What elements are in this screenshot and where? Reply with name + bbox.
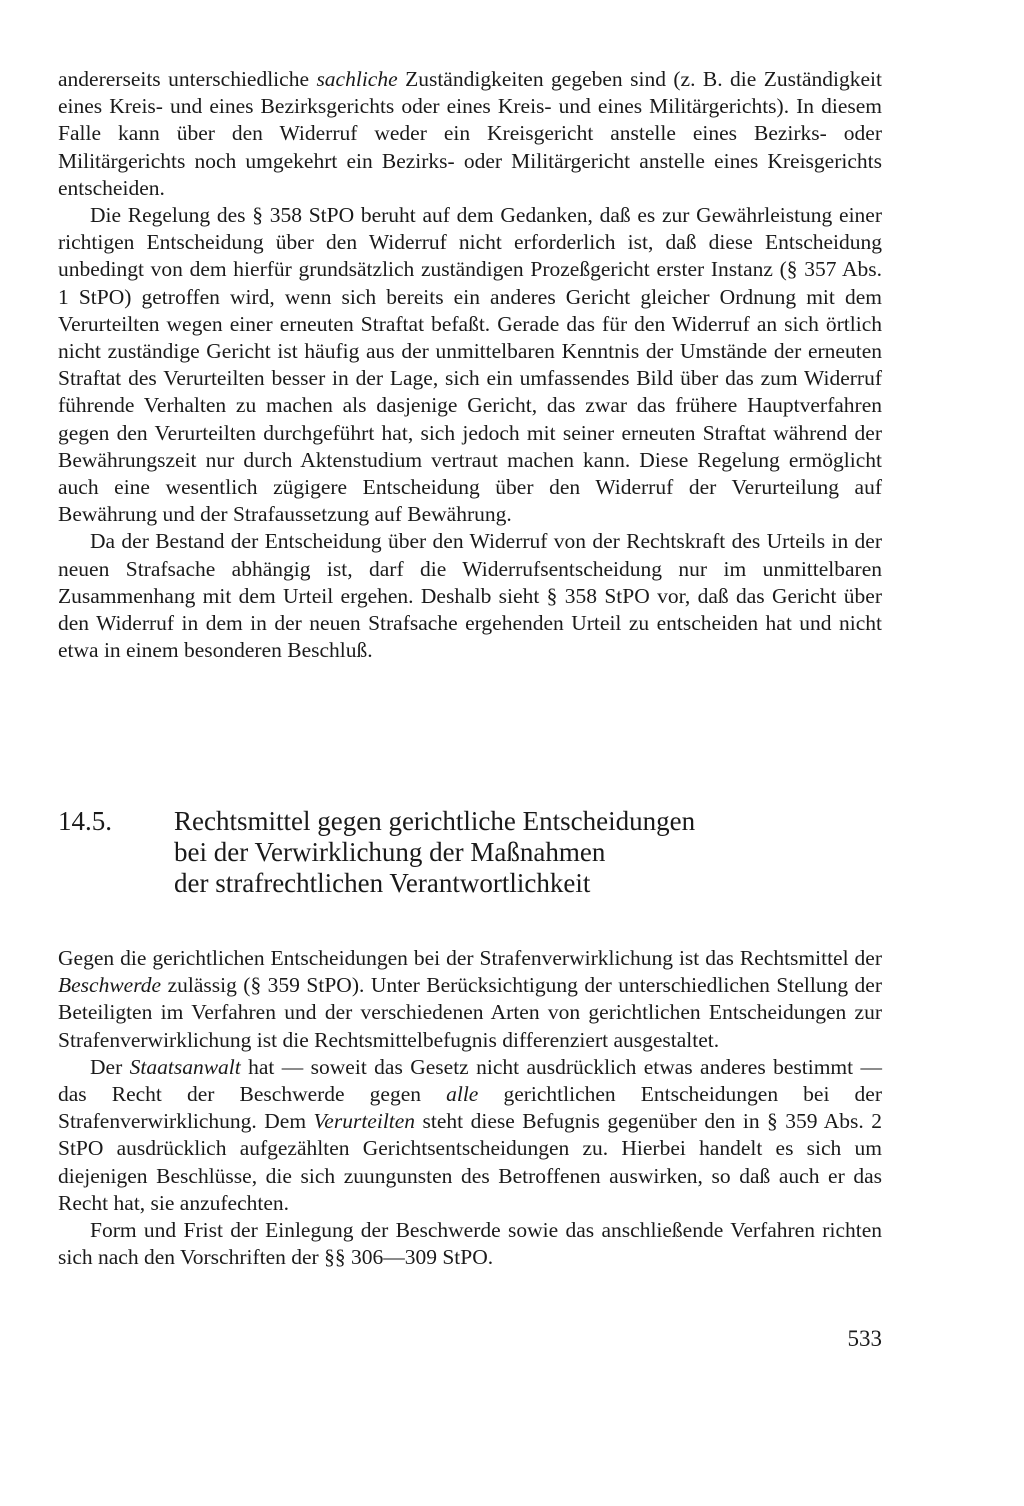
section-title-line: der strafrechtlichen Verantwortlichkeit [174,868,591,898]
italic-text-run: Staatsanwalt [129,1054,241,1079]
page-number: 533 [847,1326,882,1351]
text-run: steht diese Befugnis gegenüber den in § 359 Abs. 2 StPO ausdrücklich aufgezählten Gerichtsentscheidungen zu. Hierbei handelt es sich um diejenigen Beschlüsse, die sich zuungunsten des Betroffenen auswirken, so daß auch er das Recht hat, sie anzufechten. [58,1109,882,1215]
text-run: Die Regelung des § 358 StPO beruht auf dem Gedanken, daß es zur Gewährleistung einer richtigen Entscheidung über den Widerruf nicht erforderlich ist, daß diese Entscheidung unbedingt von dem hierfür grundsätzlich zuständigen Prozeßgericht erster Instanz (§ 357 Abs. 1 StPO) getroffen wird, wenn sich bereits ein anderes Gericht gleicher Ordnung mit dem Verurteilten wegen einer erneuten Straftat befaßt. Gerade das für den Widerruf an sich örtlich nicht zuständige Gericht ist häufig aus der unmittelbaren Kenntnis der Umstände der erneuten Straftat des Verurteilten besser in der Lage, sich ein umfassendes Bild über das zum Widerruf führende Verhalten zu machen als dasjenige Gericht, das zwar das frühere Hauptverfahren gegen den Verurteilten durchgeführt hat, sich jedoch mit seiner erneuten Straftat während der Bewährungszeit nur durch Aktenstudium vertraut machen kann. Diese Regelung ermöglicht auch eine wesentlich zügigere Entscheidung über den Widerruf der Verurteilung auf Bewährung und der Strafaussetzung auf Bewährung. [58,203,882,527]
text-run: zulässig (§ 359 StPO). Unter Berücksichtigung der unterschiedlichen Stellung der Beteiligten im Verfahren und der verschiedenen Arten von gerichtlichen Entscheidungen zur Strafenverwirklichung ist die Rechtsmittelbefugnis differenziert ausgestaltet. [58,973,882,1052]
italic-text-run: sachliche [316,67,398,91]
paragraph [58,66,882,202]
paragraph [58,528,882,664]
section-number: 14.5. [58,806,112,836]
paragraph [58,1054,882,1217]
text-run: Der [90,1054,130,1079]
section-heading [58,806,882,899]
section-title [174,806,695,899]
paragraph [58,1217,882,1271]
paragraph [58,945,882,1054]
text-run: Form und Frist der Einlegung der Beschwerde sowie das anschließende Verfahren richten sich nach den Vorschriften der §§ 306—309 StPO. [58,1218,882,1270]
section-title-line: bei der Verwirklichung der Maßnahmen [174,837,606,867]
text-run: Da der Bestand der Entscheidung über den Widerruf von der Rechtskraft des Urteils in der neuen Strafsache abhängig ist, darf die Widerrufsentscheidung nur im unmittelbaren Zusammenhang mit dem Urteil ergehen. Deshalb sieht § 358 StPO vor, daß das Gericht über den Widerruf in dem in der neuen Strafsache ergehenden Urteil zu entscheiden hat und nicht etwa in einem besonderen Beschluß. [58,529,882,663]
text-run: Zuständigkeiten gegeben sind (z. B. die Zuständigkeit eines Kreis- und eines Bezirksgerichts oder eines Kreis- und eines Militärgerichts). In diesem Falle kann über den Widerruf weder ein Kreisgericht anstelle eines Bezirks- oder Militärgerichts noch umgekehrt ein Bezirks- oder Militärgericht anstelle eines Kreisgerichts entscheiden. [58,67,882,200]
italic-text-run: Verurteilten [313,1109,416,1134]
body-text-section-1 [58,66,882,664]
text-run: gerichtlichen Entscheidungen bei der Strafenverwirklichung. Dem [58,1082,882,1134]
body-text-section-2 [58,945,882,1271]
italic-text-run: alle [446,1082,479,1107]
italic-text-run: Beschwerde [58,973,162,998]
paragraph [58,202,882,528]
text-run: hat — soweit das Gesetz nicht ausdrücklich etwas anderes bestimmt — das Recht der Beschwerde gegen [58,1054,883,1107]
text-run: andererseits unterschiedliche [58,67,317,91]
text-run: Gegen die gerichtlichen Entscheidungen bei der Strafenverwirklichung ist das Rechtsmittel der [58,946,882,970]
section-title-line: Rechtsmittel gegen gerichtliche Entscheidungen [174,806,696,836]
